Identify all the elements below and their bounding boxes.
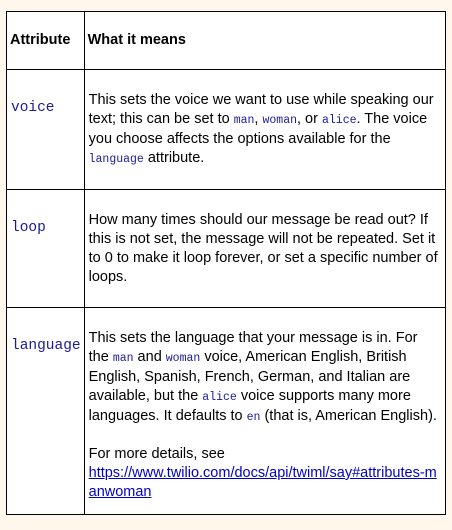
- meaning-header: What it means: [84, 12, 445, 70]
- text: and: [133, 349, 166, 365]
- text: , or: [297, 111, 322, 127]
- text: (that is, American English).: [260, 408, 437, 424]
- table-row-language: [7, 308, 446, 515]
- code-woman: woman: [165, 352, 201, 365]
- more-details-paragraph: [89, 445, 439, 502]
- text: ,: [254, 111, 263, 127]
- table-row-loop: [7, 190, 446, 308]
- table-row-voice: [7, 70, 446, 190]
- language-paragraph: [89, 329, 439, 427]
- description-language: [84, 308, 445, 515]
- attribute-name-voice: voice: [7, 70, 85, 190]
- text: . The voice you choose affects the options available for the: [88, 111, 428, 147]
- code-alice: alice: [321, 114, 357, 127]
- text: attribute.: [143, 150, 205, 166]
- text: voice supports many more languages. It defaults to: [88, 388, 411, 424]
- code-man: man: [233, 114, 255, 127]
- code-woman: woman: [262, 114, 297, 127]
- text: voice, American English, British English, Spanish, French, German, and Italian are available, but the: [88, 349, 411, 404]
- header-row: [7, 12, 446, 70]
- code-en: en: [246, 411, 261, 424]
- description-voice: [84, 70, 445, 190]
- text: This sets the voice we want to use while speaking our text; this can be set to: [88, 92, 434, 127]
- description-loop: How many times should our message be read out? If this is not set, the message will not be repeated. Set it to 0 to make it loop forever, or set a specific number of loops.: [84, 190, 445, 308]
- attribute-name-loop: loop: [7, 190, 85, 308]
- code-man: man: [112, 352, 134, 365]
- more-details-text: For more details, see: [88, 446, 225, 462]
- code-alice: alice: [202, 391, 237, 404]
- attribute-header: Attribute: [7, 12, 85, 70]
- attributes-table: [6, 11, 446, 515]
- text: This sets the language that your message is in. For the: [88, 330, 418, 365]
- attribute-name-language: language: [7, 308, 85, 515]
- code-language: language: [88, 153, 144, 166]
- twilio-docs-link[interactable]: https://www.twilio.com/docs/api/twiml/say#attributes-manwoman: [88, 465, 437, 500]
